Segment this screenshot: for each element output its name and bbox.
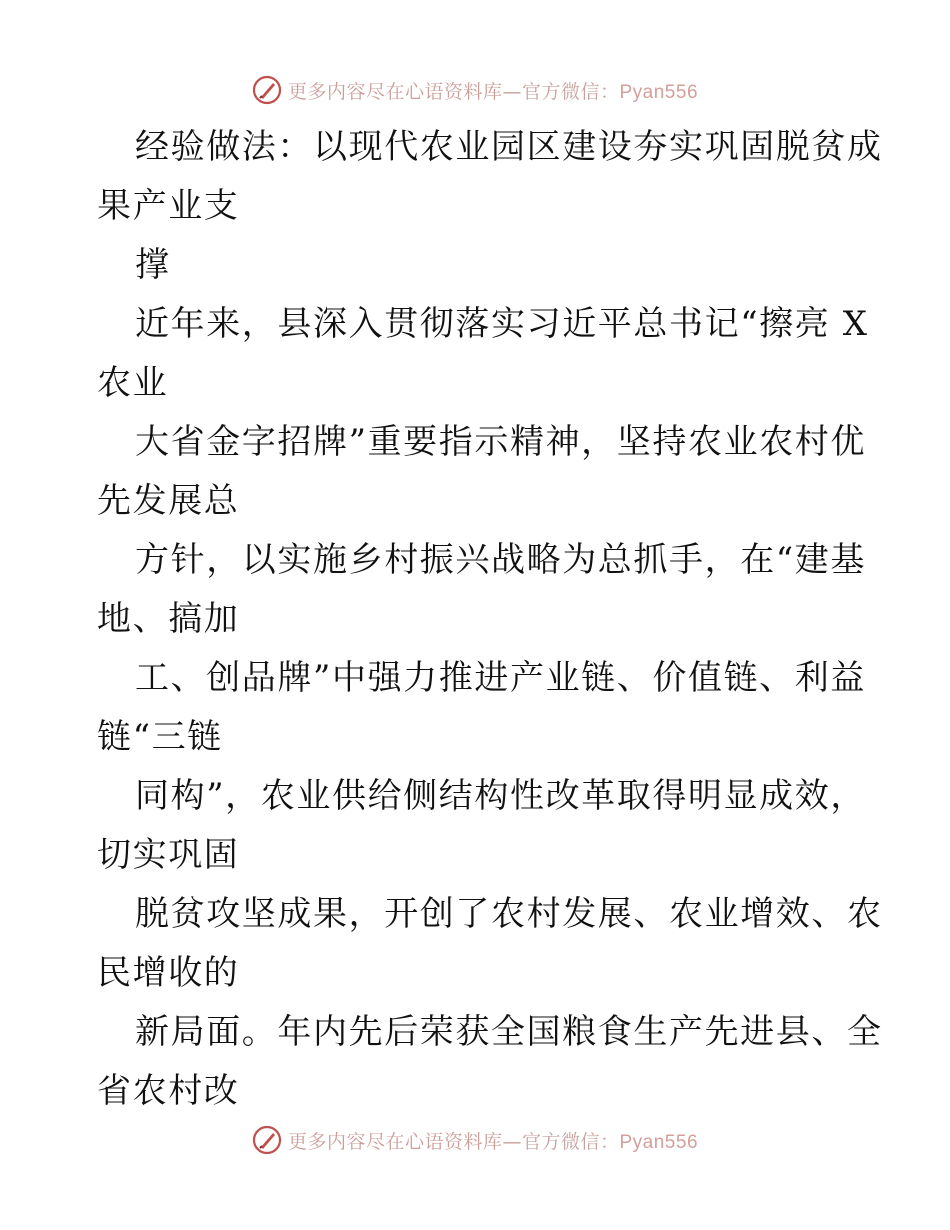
text-line: 方针，以实施乡村振兴战略为总抓手，在“建基 [135,540,866,580]
text-line: 切实巩固 [97,835,240,875]
watermark-banner-top [0,70,950,110]
text-line: 大省金字招牌”重要指示精神，坚持农业农村优 [135,422,866,462]
document-body [97,118,883,1121]
text-line: 新局面。年内先后荣获全国粮食生产先进县、全 [135,1012,883,1052]
text-line: 省农村改 [97,1071,240,1111]
watermark-wechat-label: 官方微信： [521,80,620,103]
watermark-wechat-id: Pyan556 [619,1131,699,1153]
text-line: 先发展总 [97,481,240,521]
watermark-dash: — [502,1130,522,1153]
text-line: 农业 [97,363,169,403]
watermark-dash: — [502,80,522,103]
watermark-wechat-label: 官方微信： [521,1130,620,1153]
text-line: 链“三链 [97,717,223,757]
text-line: 撑 [135,245,171,285]
watermark-site-name: 更多内容尽在心语资料库 [287,1130,503,1153]
watermark-banner-bottom [0,1120,950,1160]
text-line: 工、创品牌”中强力推进产业链、价值链、利益 [135,658,866,698]
text-line: 脱贫攻坚成果，开创了农村发展、农业增效、农 [135,894,883,934]
quill-pen-icon [252,75,282,105]
text-line: 果产业支 [97,186,240,226]
text-line: 同构”，农业供给侧结构性改革取得明显成效， [135,776,866,816]
watermark-wechat-id: Pyan556 [619,81,699,103]
text-line: 民增收的 [97,953,240,993]
text-line: 经验做法：以现代农业园区建设夯实巩固脱贫成 [135,127,883,167]
text-line: 地、搞加 [97,599,240,639]
watermark-site-name: 更多内容尽在心语资料库 [287,80,503,103]
text-line: 近年来，县深入贯彻落实习近平总书记“擦亮 X [135,304,869,344]
quill-pen-icon [252,1125,282,1155]
